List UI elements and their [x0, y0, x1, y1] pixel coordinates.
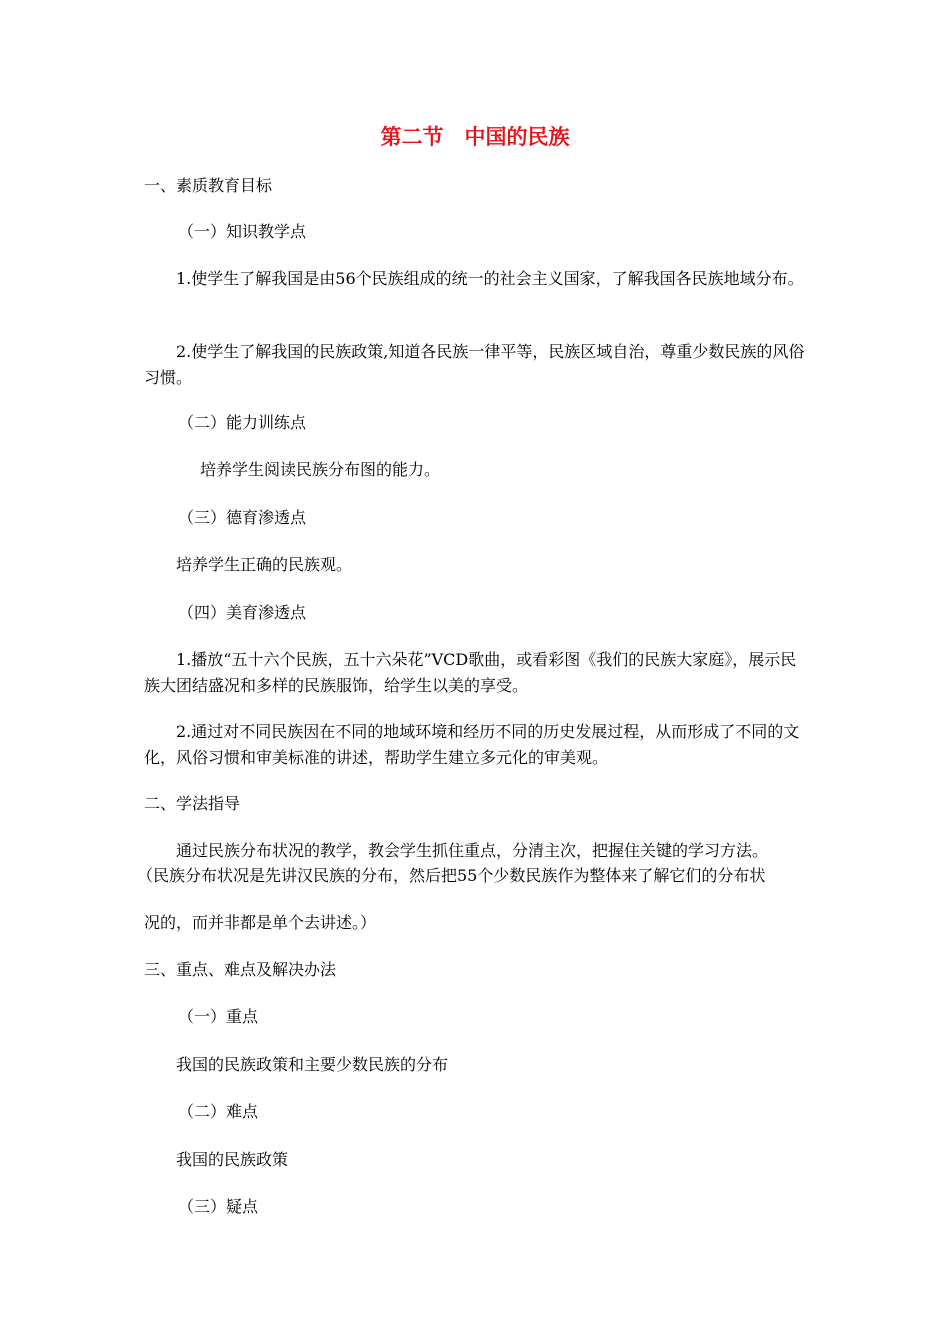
paragraph-ability: 培养学生阅读民族分布图的能力。: [200, 460, 441, 479]
subheading-ability: （二）能力训练点: [178, 413, 307, 432]
section-heading-goals: 一、素质教育目标: [144, 176, 273, 195]
paragraph-aesthetic-1: 1.播放“五十六个民族，五十六朵花”VCD歌曲，或看彩图《我们的民族大家庭》，展示民族大团结盛况和多样的民族服饰，给学生以美的享受。: [144, 650, 797, 695]
paragraph-difficulty: 我国的民族政策: [176, 1150, 289, 1169]
subheading-difficulty: （二）难点: [178, 1102, 259, 1121]
paragraph-knowledge-2: 2.使学生了解我国的民族政策,知道各民族一律平等，民族区域自治，尊重少数民族的风俗习惯。: [144, 342, 805, 387]
subheading-moral: （三）德育渗透点: [178, 508, 307, 527]
paragraph-method-line1: 通过民族分布状况的教学，教会学生抓住重点，分清主次，把握住关键的学习方法。: [176, 841, 769, 860]
paragraph-knowledge-1: 1.使学生了解我国是由56个民族组成的统一的社会主义国家，了解我国各民族地域分布。: [176, 269, 804, 288]
paragraph-moral: 培养学生正确的民族观。: [176, 555, 353, 574]
page-title: 第二节 中国的民族: [380, 124, 570, 149]
subheading-knowledge: （一）知识教学点: [178, 222, 307, 241]
subheading-focus: （一）重点: [178, 1007, 259, 1026]
paragraph-method-line3: 况的，而并非都是单个去讲述。）: [144, 913, 377, 932]
section-heading-keypoints: 三、重点、难点及解决办法: [144, 960, 337, 979]
paragraph-method-line2: （民族分布状况是先讲汉民族的分布，然后把55个少数民族作为整体来了解它们的分布状: [137, 866, 766, 885]
subheading-aesthetic: （四）美育渗透点: [178, 603, 307, 622]
paragraph-focus: 我国的民族政策和主要少数民族的分布: [176, 1055, 449, 1074]
paragraph-aesthetic-2: 2.通过对不同民族因在不同的地域环境和经历不同的历史发展过程，从而形成了不同的文化，风俗习惯和审美标准的讲述，帮助学生建立多元化的审美观。: [144, 722, 800, 767]
subheading-doubt: （三）疑点: [178, 1197, 259, 1216]
section-heading-method: 二、学法指导: [144, 794, 241, 813]
